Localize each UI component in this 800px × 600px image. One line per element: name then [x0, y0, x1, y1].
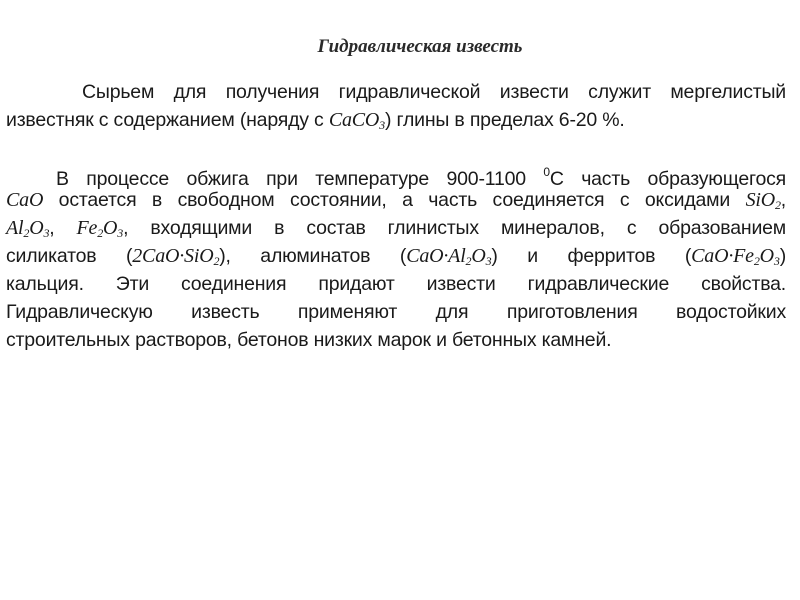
paragraph-line: Сырьем для получения гидравлической извести служит мергелистый	[82, 81, 786, 103]
formula-cao: CaO	[6, 189, 44, 211]
page-title: Гидравлическая известь	[317, 36, 523, 57]
formula-ferrite: $CaO\cdot Fe_2O_3$	[691, 245, 780, 268]
paragraph-firing-process	[6, 158, 786, 354]
formula-aluminate: $CaO\cdot Al_2O_3$	[406, 245, 492, 268]
paragraph-line: силикатов (2CaO·SiO$_2$), алюминатов $(CaO\cdot Al_2O_3)$ и ферритов $(CaO\cdot Fe_2O_3)$	[6, 245, 786, 268]
formula-sio2: SiO$_2$	[745, 189, 781, 212]
paragraph-line: CaO остается в свободном состоянии, а часть соединяется с оксидами SiO$_2$,	[6, 189, 786, 212]
paragraph-line: строительных растворов, бетонов низких марок и бетонных камней.	[6, 329, 612, 351]
paragraph-line: Гидравлическую известь применяют для приготовления водостойких	[6, 301, 786, 323]
formula-caco3: CaCO$_3$	[328, 109, 385, 132]
paragraph-line: В процессе обжига при температуре 900-1100 $^0$С часть образующегося	[56, 165, 787, 190]
paragraph-line: кальция. Эти соединения придают извести гидравлические свойства.	[6, 273, 786, 295]
paragraph-raw-materials	[6, 78, 786, 134]
paragraph-line: $Al_2O_3$, $Fe_2O_3$, входящими в состав глинистых минералов, с образованием	[6, 217, 787, 240]
formula-al2o3: $Al_2O_3$	[6, 217, 50, 240]
formula-silicate: 2CaO·SiO$_2$	[132, 245, 220, 268]
formula-fe2o3: $Fe_2O_3$	[76, 217, 124, 240]
paragraph-line: известняк с содержанием (наряду с CaCO$_3$) глины в пределах 6-20 %.	[6, 109, 625, 132]
